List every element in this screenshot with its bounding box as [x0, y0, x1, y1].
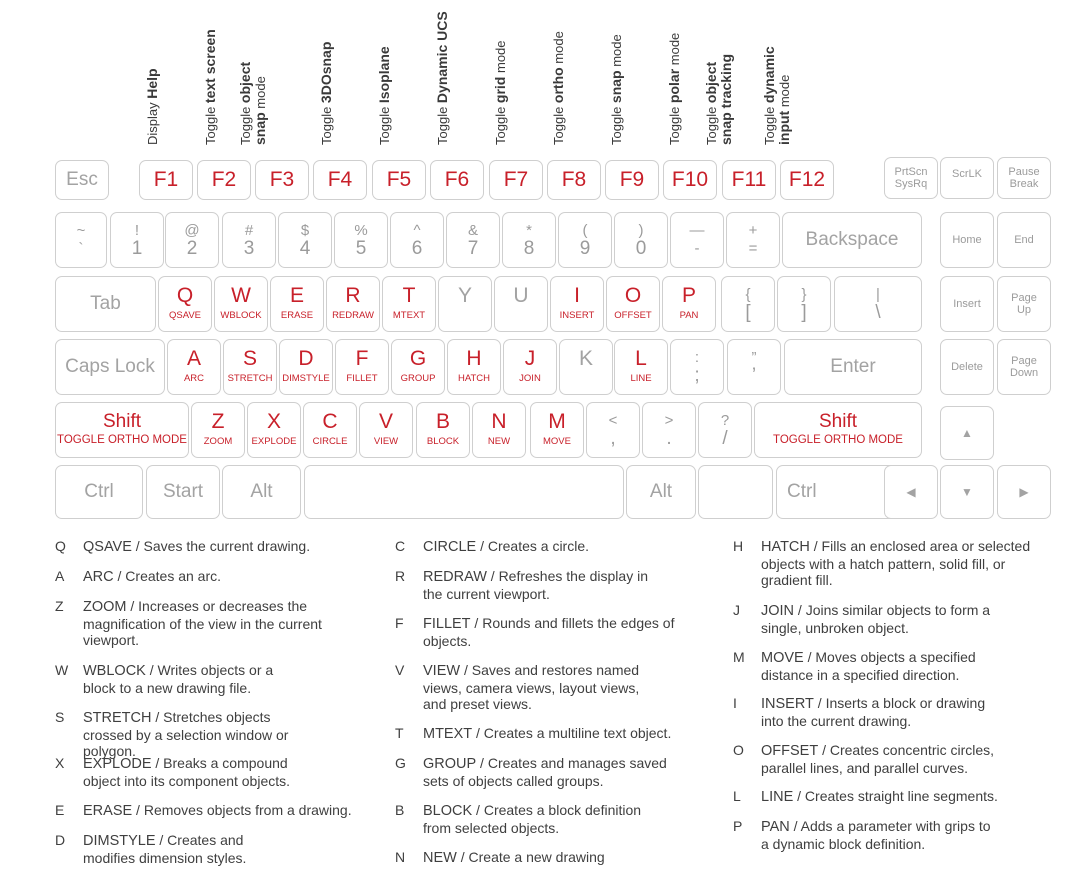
shortcut-key: Z — [55, 598, 64, 614]
key-command: MTEXT — [392, 310, 426, 321]
key-l[interactable] — [614, 339, 668, 395]
shift-sub-label: TOGGLE ORTHO MODE — [773, 434, 903, 446]
f6-key[interactable]: F6 — [430, 160, 484, 200]
shortcut-command: ZOOM — [83, 599, 127, 615]
number-key-4[interactable] — [278, 212, 332, 268]
base-symbol: 1 — [131, 238, 143, 259]
number-key-8[interactable] — [502, 212, 556, 268]
key-w[interactable] — [214, 276, 268, 332]
arrow-down-key[interactable] — [940, 465, 994, 519]
shortcut-command: FILLET — [423, 616, 471, 632]
menu-key[interactable] — [698, 465, 773, 519]
shortcut-key: B — [395, 802, 405, 818]
key-o[interactable] — [606, 276, 660, 332]
arrow-right-icon: ▶ — [1019, 485, 1029, 499]
down-label: Down — [1009, 367, 1039, 379]
key-command: EXPLODE — [251, 436, 297, 447]
base-symbol: - — [694, 240, 700, 257]
key-k[interactable] — [559, 339, 613, 395]
fn-label-f12: Toggle dynamic input mode — [761, 46, 792, 145]
tab-key[interactable]: Tab — [55, 276, 156, 332]
shift-symbol: & — [467, 222, 478, 239]
key-command: VIEW — [373, 436, 399, 447]
shortcut-key: N — [395, 849, 406, 865]
fn-label-f9: Toggle snap mode — [608, 34, 624, 145]
key-command: PAN — [679, 310, 699, 321]
shortcut-key: P — [733, 818, 743, 834]
shortcut-text: / Create a new drawing — [456, 849, 605, 865]
pageup-key[interactable] — [997, 276, 1051, 332]
scrlk-key[interactable] — [940, 157, 994, 199]
key-command: BLOCK — [426, 436, 460, 447]
shortcut-text: / Refreshes the display in the current viewport. — [423, 568, 648, 602]
base-symbol: = — [748, 240, 758, 257]
key-command: OFFSET — [614, 310, 652, 321]
shortcut-key: Q — [55, 538, 66, 554]
fn-label-f2: Toggle text screen — [202, 29, 218, 145]
shortcut-command: STRETCH — [83, 710, 152, 726]
shortcut-text: / Saves and restores named views, camera views, layout views, and preset views. — [423, 662, 640, 712]
fn-label-f11: Toggle object snap tracking — [703, 53, 734, 145]
shortcut-key: F — [395, 615, 404, 631]
start-key[interactable]: Start — [146, 465, 220, 519]
shortcut-key: C — [395, 538, 406, 554]
arrow-up-icon: ▲ — [961, 426, 973, 440]
key-r[interactable] — [326, 276, 380, 332]
home-label: Home — [952, 234, 982, 246]
shortcut-text: / Adds a parameter with grips to a dynamic block definition. — [761, 818, 991, 852]
shortcut-command: ARC — [83, 569, 114, 585]
shortcut-key: O — [733, 742, 744, 758]
number-key-2[interactable] — [165, 212, 219, 268]
shortcut-command: CIRCLE — [423, 539, 477, 555]
key-letter: Z — [211, 410, 225, 433]
shortcut-text: / Fills an enclosed area or selected objects with a hatch pattern, solid fill, or gradient fill. — [761, 538, 1031, 588]
comma-key[interactable] — [586, 402, 640, 458]
prtscn-label: PrtScn — [894, 166, 928, 178]
key-a[interactable] — [167, 339, 221, 395]
fn-label-f8: Toggle ortho mode — [550, 31, 566, 145]
base-symbol: 7 — [467, 238, 479, 259]
end-key[interactable] — [997, 212, 1051, 268]
fn-label-f7: Toggle grid mode — [492, 40, 508, 145]
shift-symbol: — — [689, 222, 705, 239]
key-letter: H — [466, 347, 482, 370]
shortcut-text: / Creates a block definition from selected objects. — [423, 802, 642, 836]
shortcut-command: VIEW — [423, 663, 461, 679]
key-letter: X — [266, 410, 281, 433]
key-letter: A — [186, 347, 201, 370]
shift-symbol: + — [748, 222, 758, 239]
key-letter: W — [231, 284, 251, 307]
shift-symbol: ^ — [413, 222, 421, 239]
shortcut-key: D — [55, 832, 66, 848]
shortcut-text: / Creates concentric circles, parallel lines, and parallel curves. — [761, 742, 995, 776]
capslock-key[interactable]: Caps Lock — [55, 339, 165, 395]
base-symbol: 3 — [243, 238, 255, 259]
esc-key[interactable]: Esc — [55, 160, 109, 200]
slash-label: / — [722, 428, 728, 449]
fn-label-f4: Toggle 3DOsnap — [318, 41, 334, 145]
key-letter: L — [635, 347, 647, 370]
right-bracket-label: ] — [801, 302, 807, 323]
shift-symbol: ~ — [76, 222, 86, 239]
shift-symbol: * — [526, 222, 532, 239]
key-n[interactable] — [472, 402, 526, 458]
f4-key[interactable]: F4 — [313, 160, 367, 200]
key-letter: G — [409, 347, 427, 370]
shortcut-text: / Creates and manages saved sets of objects called groups. — [423, 755, 667, 789]
shortcut-command: NEW — [423, 850, 457, 866]
shortcut-command: GROUP — [423, 756, 477, 772]
shift-symbol: % — [354, 222, 368, 239]
shift-symbol: @ — [184, 222, 200, 239]
f8-key[interactable]: F8 — [547, 160, 601, 200]
key-letter: V — [378, 410, 393, 433]
key-command: REDRAW — [332, 310, 374, 321]
shortcut-key: L — [733, 788, 741, 804]
key-q[interactable] — [158, 276, 212, 332]
shortcut-text: / Creates and modifies dimension styles. — [83, 832, 247, 866]
f1-key[interactable]: F1 — [139, 160, 193, 200]
shift-label: Shift — [102, 411, 142, 432]
greater-than-label: > — [664, 412, 674, 429]
double-quote-label: ” — [751, 349, 757, 366]
f2-key[interactable]: F2 — [197, 160, 251, 200]
slash-key[interactable] — [698, 402, 752, 458]
key-letter: K — [578, 347, 593, 370]
semicolon-label: ; — [694, 365, 700, 386]
less-than-label: < — [608, 412, 618, 429]
f9-key[interactable]: F9 — [605, 160, 659, 200]
base-symbol: ` — [78, 240, 84, 257]
key-letter: Q — [176, 284, 194, 307]
number-key-6[interactable] — [390, 212, 444, 268]
arrow-down-icon: ▼ — [961, 485, 973, 499]
shortcut-key: X — [55, 755, 65, 771]
key-command: JOIN — [519, 373, 541, 384]
left-brace-key[interactable] — [721, 276, 775, 332]
key-x[interactable] — [247, 402, 301, 458]
shift-symbol: ( — [582, 222, 588, 239]
page-label: Page — [1011, 355, 1037, 367]
shortcut-text: / Creates a circle. — [476, 538, 590, 554]
break-label: Break — [1009, 178, 1039, 190]
f12-key[interactable]: F12 — [780, 160, 834, 200]
key-command: FILLET — [346, 373, 378, 384]
page-label: Page — [1011, 292, 1037, 304]
f10-key[interactable]: F10 — [663, 160, 717, 200]
number-key-3[interactable] — [222, 212, 276, 268]
shortcut-text: / Moves objects a specified distance in a specified direction. — [761, 649, 976, 683]
fn-label-f5: Toggle Isoplane — [376, 46, 392, 145]
key-command: ZOOM — [203, 436, 233, 447]
f5-key[interactable]: F5 — [372, 160, 426, 200]
key-letter: I — [574, 284, 580, 307]
shortcut-key: R — [395, 568, 406, 584]
key-command: DIMSTYLE — [282, 373, 330, 384]
key-u[interactable] — [494, 276, 548, 332]
enter-key[interactable]: Enter — [784, 339, 922, 395]
pause-label: Pause — [1008, 166, 1040, 178]
key-m[interactable] — [530, 402, 584, 458]
left-ctrl-key[interactable]: Ctrl — [55, 465, 143, 519]
key-letter: E — [289, 284, 304, 307]
key-letter: C — [322, 410, 338, 433]
shift-symbol: # — [244, 222, 254, 239]
shortcut-text: / Writes objects or a block to a new drawing file. — [83, 662, 274, 696]
fn-label-f1: Display Help — [144, 68, 160, 145]
arrow-up-key[interactable] — [940, 406, 994, 460]
key-i[interactable] — [550, 276, 604, 332]
shortcut-key: G — [395, 755, 406, 771]
right-alt-key[interactable]: Alt — [626, 465, 696, 519]
shortcut-text: / Joins similar objects to form a single, unbroken object. — [761, 602, 991, 636]
f11-key[interactable]: F11 — [722, 160, 776, 200]
shortcut-text: / Saves the current drawing. — [131, 538, 311, 554]
base-symbol: 0 — [635, 238, 647, 259]
comma-label: , — [610, 428, 616, 449]
shortcut-command: JOIN — [761, 603, 795, 619]
base-symbol: 4 — [299, 238, 311, 259]
key-t[interactable] — [382, 276, 436, 332]
base-symbol: 8 — [523, 238, 535, 259]
key-command: NEW — [487, 436, 511, 447]
backslash-label: \ — [875, 302, 881, 323]
key-e[interactable] — [270, 276, 324, 332]
shortcut-key: S — [55, 709, 65, 725]
number-key-5[interactable] — [334, 212, 388, 268]
left-brace-label: { — [745, 286, 751, 303]
number-key-7[interactable] — [446, 212, 500, 268]
right-brace-label: } — [801, 286, 807, 303]
spacebar-key[interactable] — [304, 465, 624, 519]
key-p[interactable] — [662, 276, 716, 332]
key-letter: R — [345, 284, 361, 307]
key-letter: S — [242, 347, 257, 370]
scrlk-label: ScrLK — [952, 168, 982, 180]
number-key-9[interactable] — [558, 212, 612, 268]
shortcut-command: MTEXT — [423, 726, 473, 742]
end-label: End — [1014, 234, 1034, 246]
f7-key[interactable]: F7 — [489, 160, 543, 200]
key-command: ERASE — [280, 310, 314, 321]
f3-key[interactable]: F3 — [255, 160, 309, 200]
key-b[interactable] — [416, 402, 470, 458]
left-alt-key[interactable]: Alt — [222, 465, 301, 519]
insert-key[interactable] — [940, 276, 994, 332]
left-bracket-label: [ — [745, 302, 751, 323]
shortcut-command: HATCH — [761, 539, 810, 555]
shortcut-command: EXPLODE — [83, 756, 152, 772]
number-key-10[interactable] — [614, 212, 668, 268]
up-label: Up — [1016, 304, 1032, 316]
number-key-1[interactable] — [110, 212, 164, 268]
insert-label: Insert — [953, 298, 981, 310]
key-c[interactable] — [303, 402, 357, 458]
shortcut-key: I — [733, 695, 737, 711]
shortcut-text: / Inserts a block or drawing into the current drawing. — [761, 695, 986, 729]
key-command: CIRCLE — [312, 436, 348, 447]
delete-key[interactable] — [940, 339, 994, 395]
arrow-left-icon: ◀ — [906, 485, 916, 499]
pagedown-key[interactable] — [997, 339, 1051, 395]
key-v[interactable] — [359, 402, 413, 458]
key-letter: T — [402, 284, 416, 307]
right-shift-key[interactable] — [754, 402, 922, 458]
shortcut-command: PAN — [761, 819, 790, 835]
key-g[interactable] — [391, 339, 445, 395]
shortcut-key: H — [733, 538, 744, 554]
key-command: GROUP — [400, 373, 436, 384]
key-letter: N — [491, 410, 507, 433]
key-letter: O — [624, 284, 642, 307]
shortcut-text: / Increases or decreases the magnification of the view in the current viewport. — [83, 598, 322, 648]
shortcut-command: BLOCK — [423, 803, 473, 819]
shortcut-command: DIMSTYLE — [83, 833, 156, 849]
shortcut-text: / Creates straight line segments. — [793, 788, 998, 804]
shortcut-key: W — [55, 662, 69, 678]
key-f[interactable] — [335, 339, 389, 395]
delete-label: Delete — [951, 361, 983, 373]
period-label: . — [666, 428, 672, 449]
key-letter: P — [681, 284, 696, 307]
shortcut-key: V — [395, 662, 405, 678]
backspace-key[interactable]: Backspace — [782, 212, 922, 268]
semicolon-key[interactable] — [670, 339, 724, 395]
shortcut-key: M — [733, 649, 745, 665]
backslash-key[interactable] — [834, 276, 922, 332]
number-key-11[interactable] — [670, 212, 724, 268]
shortcut-command: MOVE — [761, 650, 804, 666]
key-letter: M — [548, 410, 566, 433]
number-key-12[interactable] — [726, 212, 780, 268]
shift-sub-label: TOGGLE ORTHO MODE — [57, 434, 187, 446]
pipe-label: | — [876, 286, 880, 303]
key-command: QSAVE — [168, 310, 202, 321]
shortcut-command: LINE — [761, 789, 794, 805]
colon-label: : — [694, 349, 700, 366]
shortcut-text: / Creates a multiline text object. — [472, 725, 672, 741]
quote-key[interactable] — [727, 339, 781, 395]
key-command: STRETCH — [227, 373, 273, 384]
shift-symbol: $ — [300, 222, 310, 239]
shortcut-text: / Removes objects from a drawing. — [132, 802, 352, 818]
shortcut-command: INSERT — [761, 696, 814, 712]
shift-label: Shift — [818, 411, 858, 432]
base-symbol: 5 — [355, 238, 367, 259]
question-label: ? — [720, 412, 730, 429]
arrow-left-key[interactable] — [884, 465, 938, 519]
key-letter: J — [524, 347, 536, 370]
shortcut-command: REDRAW — [423, 569, 487, 585]
shortcut-key: E — [55, 802, 65, 818]
key-command: LINE — [630, 373, 652, 384]
key-s[interactable] — [223, 339, 277, 395]
key-z[interactable] — [191, 402, 245, 458]
shortcut-text: / Creates an arc. — [113, 568, 222, 584]
key-command: INSERT — [559, 310, 595, 321]
key-letter: B — [435, 410, 450, 433]
right-ctrl-key[interactable]: Ctrl — [776, 465, 922, 519]
shortcut-command: WBLOCK — [83, 663, 146, 679]
key-command: WBLOCK — [220, 310, 262, 321]
right-brace-key[interactable] — [777, 276, 831, 332]
key-command: HATCH — [457, 373, 491, 384]
left-shift-key[interactable] — [55, 402, 189, 458]
fn-label-f6: Toggle Dynamic UCS — [434, 11, 450, 145]
fn-label-f3: Toggle object snap mode — [237, 61, 268, 145]
base-symbol: 6 — [411, 238, 423, 259]
key-letter: U — [513, 284, 529, 307]
shortcut-key: T — [395, 725, 404, 741]
key-y[interactable] — [438, 276, 492, 332]
number-key-0[interactable] — [55, 212, 107, 268]
base-symbol: 2 — [186, 238, 198, 259]
fn-label-f10: Toggle polar mode — [666, 32, 682, 145]
key-command: MOVE — [543, 436, 571, 447]
single-quote-label: ’ — [751, 365, 757, 386]
base-symbol: 9 — [579, 238, 591, 259]
shortcut-text: / Stretches objects crossed by a selection window or polygon. — [83, 709, 289, 759]
shortcut-key: A — [55, 568, 65, 584]
shortcut-text: / Breaks a compound object into its component objects. — [83, 755, 291, 789]
shortcut-command: QSAVE — [83, 539, 132, 555]
key-letter: D — [298, 347, 314, 370]
period-key[interactable] — [642, 402, 696, 458]
shortcut-key: J — [733, 602, 740, 618]
shortcut-command: ERASE — [83, 803, 133, 819]
sysrq-label: SysRq — [894, 178, 928, 190]
key-command: ARC — [183, 373, 205, 384]
shift-symbol: ! — [134, 222, 140, 239]
shortcut-command: OFFSET — [761, 743, 819, 759]
key-h[interactable] — [447, 339, 501, 395]
prtscn-key[interactable] — [884, 157, 938, 199]
key-letter: Y — [457, 284, 472, 307]
key-j[interactable] — [503, 339, 557, 395]
pause-key[interactable] — [997, 157, 1051, 199]
key-d[interactable] — [279, 339, 333, 395]
shortcut-text: / Rounds and fillets the edges of objects. — [423, 615, 675, 649]
key-letter: F — [355, 347, 369, 370]
shift-symbol: ) — [638, 222, 644, 239]
arrow-right-key[interactable] — [997, 465, 1051, 519]
home-key[interactable] — [940, 212, 994, 268]
